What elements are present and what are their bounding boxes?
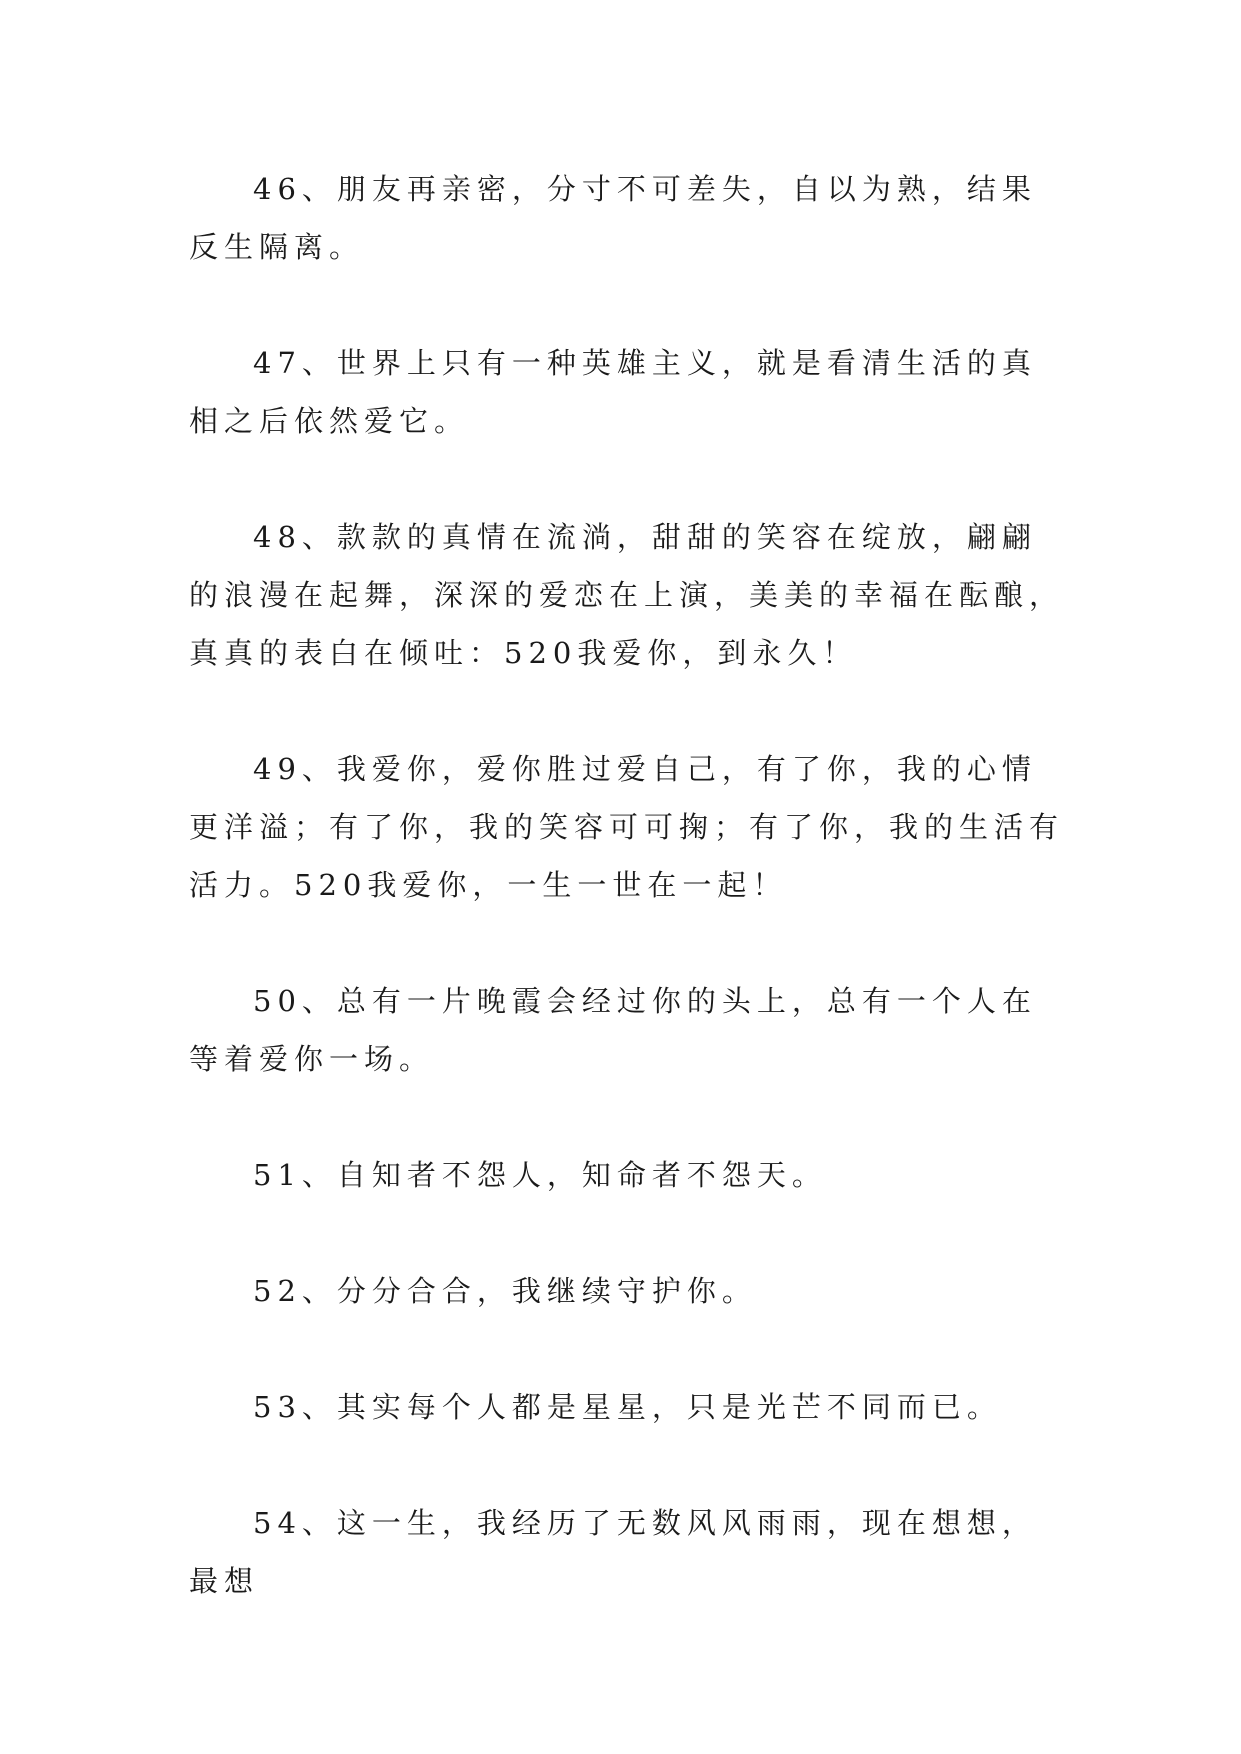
paragraph-52: 52、分分合合，我继续守护你。 bbox=[253, 1274, 757, 1308]
paragraph-54: 54、这一生，我经历了无数风风雨雨，现在想想，最想 bbox=[189, 1506, 1037, 1598]
paragraph-49: 49、我爱你，爱你胜过爱自己，有了你，我的心情更洋溢；有了你，我的笑容可可掬；有了你，我的生活有活力。520我爱你，一生一世在一起！ bbox=[189, 752, 1065, 902]
paragraph-48: 48、款款的真情在流淌，甜甜的笑容在绽放，翩翩的浪漫在起舞，深深的爱恋在上演，美美的幸福在酝酿，真真的表白在倾吐：520我爱你，到永久！ bbox=[189, 520, 1065, 670]
paragraph-50: 50、总有一片晚霞会经过你的头上，总有一个人在等着爱你一场。 bbox=[189, 984, 1037, 1076]
paragraph-47: 47、世界上只有一种英雄主义，就是看清生活的真相之后依然爱它。 bbox=[189, 346, 1037, 438]
paragraph-53: 53、其实每个人都是星星，只是光芒不同而已。 bbox=[253, 1390, 1002, 1424]
paragraph-51: 51、自知者不怨人，知命者不怨天。 bbox=[253, 1158, 827, 1192]
paragraph-46: 46、朋友再亲密，分寸不可差失，自以为熟，结果反生隔离。 bbox=[189, 172, 1037, 264]
document-body bbox=[189, 160, 1069, 1668]
